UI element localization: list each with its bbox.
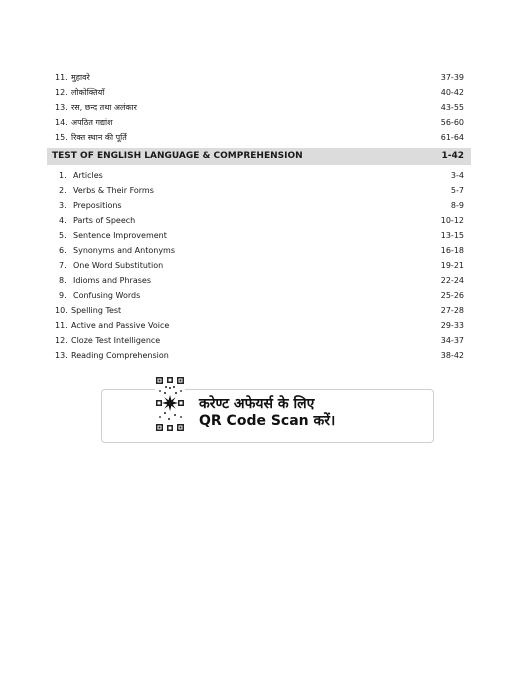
- toc-row: [55, 169, 464, 183]
- item-pages: 19-21: [440, 261, 464, 270]
- item-number: 4.: [59, 216, 67, 225]
- item-number: 3.: [59, 201, 67, 210]
- item-pages: 22-24: [440, 276, 464, 285]
- toc-row: [55, 131, 464, 145]
- item-title: One Word Substitution: [73, 261, 164, 270]
- item-title: रिक्त स्थान की पूर्ति: [71, 133, 127, 142]
- item-title: Reading Comprehension: [71, 351, 169, 360]
- item-number: 15.: [55, 133, 68, 142]
- item-title: Idioms and Phrases: [73, 276, 151, 285]
- section-pages: 1-42: [441, 151, 464, 161]
- item-number: 13.: [55, 103, 68, 112]
- item-number: 9.: [59, 291, 67, 300]
- item-number: 8.: [59, 276, 67, 285]
- item-title: Verbs & Their Forms: [73, 186, 154, 195]
- item-title: Prepositions: [73, 201, 122, 210]
- item-title: अपठित गद्यांश: [71, 118, 113, 127]
- item-number: 12.: [55, 336, 68, 345]
- section-title: TEST OF ENGLISH LANGUAGE & COMPREHENSION: [52, 151, 303, 161]
- qr-caption-line1: करेण्ट अफेयर्स के लिए: [199, 396, 315, 412]
- item-number: 6.: [59, 246, 67, 255]
- item-title: मुहावरे: [71, 73, 90, 82]
- item-pages: 3-4: [450, 171, 464, 180]
- item-title: Spelling Test: [71, 306, 122, 315]
- qr-caption-line2: QR Code Scan करें।: [199, 413, 336, 429]
- toc-row: [55, 349, 464, 363]
- toc-row: [55, 199, 464, 213]
- toc-row: [55, 244, 464, 258]
- item-number: 5.: [59, 231, 67, 240]
- toc-row: [55, 101, 464, 115]
- item-pages: 25-26: [440, 291, 464, 300]
- toc-row: [55, 334, 464, 348]
- toc-row: [55, 71, 464, 85]
- item-number: 13.: [55, 351, 68, 360]
- item-pages: 5-7: [450, 186, 464, 195]
- section-header: [47, 148, 471, 165]
- item-title: लोकोक्तियाँ: [71, 88, 105, 97]
- toc-row: [55, 214, 464, 228]
- item-number: 1.: [59, 171, 67, 180]
- item-pages: 56-60: [440, 118, 464, 127]
- item-pages: 34-37: [440, 336, 464, 345]
- item-pages: 8-9: [450, 201, 464, 210]
- item-pages: 13-15: [440, 231, 464, 240]
- item-pages: 29-33: [440, 321, 464, 330]
- item-title: Cloze Test Intelligence: [71, 336, 161, 345]
- item-number: 11.: [55, 73, 68, 82]
- item-pages: 43-55: [440, 103, 464, 112]
- item-number: 11.: [55, 321, 68, 330]
- item-title: Parts of Speech: [73, 216, 136, 225]
- toc-row: [55, 86, 464, 100]
- item-title: Active and Passive Voice: [71, 321, 170, 330]
- item-number: 14.: [55, 118, 68, 127]
- item-pages: 38-42: [440, 351, 464, 360]
- item-pages: 37-39: [440, 73, 464, 82]
- toc-row: [55, 274, 464, 288]
- toc-row: [55, 289, 464, 303]
- item-pages: 40-42: [440, 88, 464, 97]
- item-number: 12.: [55, 88, 68, 97]
- item-pages: 16-18: [440, 246, 464, 255]
- toc-row: [55, 116, 464, 130]
- item-pages: 10-12: [440, 216, 464, 225]
- item-title: Confusing Words: [73, 291, 141, 300]
- toc-row: [55, 259, 464, 273]
- qr-caption: [199, 396, 335, 430]
- item-number: 7.: [59, 261, 67, 270]
- qr-code-icon[interactable]: [155, 376, 185, 432]
- item-number: 10.: [55, 306, 68, 315]
- toc-row: [55, 229, 464, 243]
- toc-row: [55, 319, 464, 333]
- item-pages: 61-64: [440, 133, 464, 142]
- item-number: 2.: [59, 186, 67, 195]
- item-title: Articles: [73, 171, 103, 180]
- toc-row: [55, 184, 464, 198]
- item-title: Synonyms and Antonyms: [73, 246, 176, 255]
- toc-row: [55, 304, 464, 318]
- item-title: Sentence Improvement: [73, 231, 167, 240]
- item-pages: 27-28: [440, 306, 464, 315]
- item-title: रस, छन्द तथा अलंकार: [71, 103, 137, 112]
